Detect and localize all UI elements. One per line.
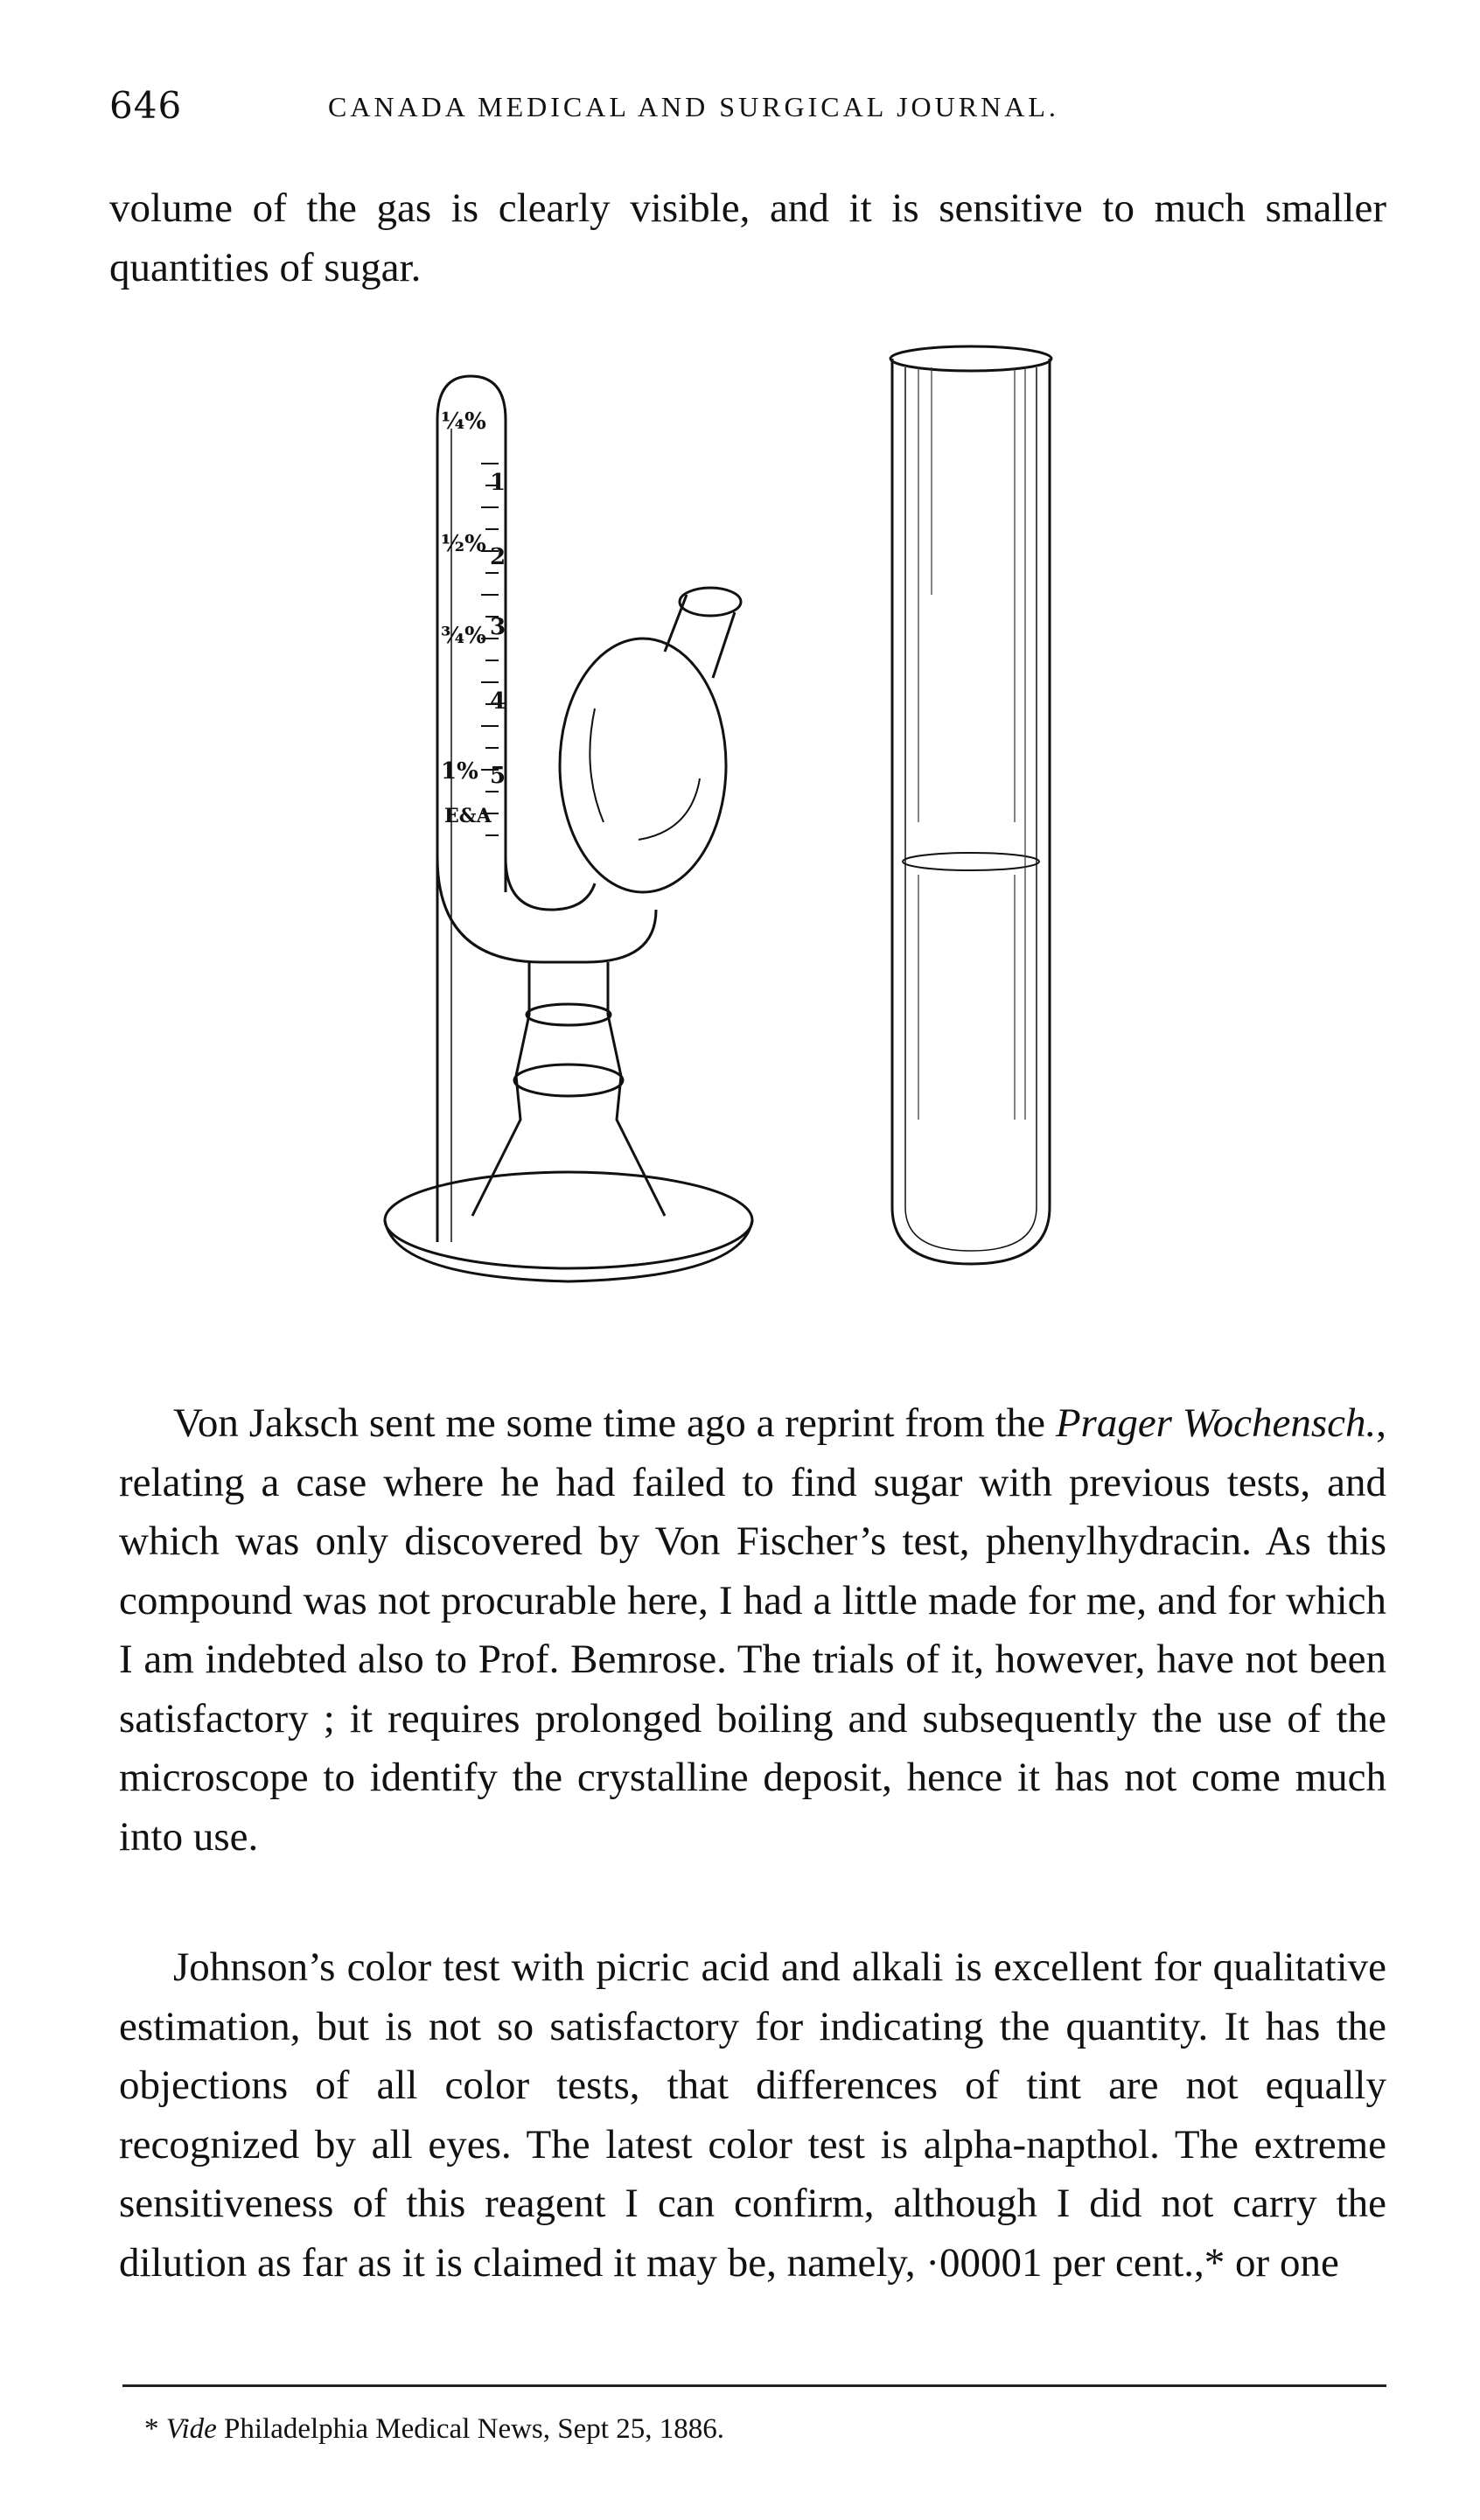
footnote-text: Philadelphia Medical News, Sept 25, 1886. [216,2413,724,2445]
continuation-text: volume of the gas is clearly visible, and it is sensitive to much smaller quantities of sugar. [109,185,1386,290]
footnote [144,2410,724,2448]
paragraph-1-part-b: , relating a case where he had failed to find sugar with previous tests, and which was only discovered by Von Fischer’s test, phenylhydracin. As this compound was not procurable here, I had a little made for me, and for which I am indebted also to Prof. Bemrose. The trials of it, however, have not been satisfactory ; it requires prolonged boiling and subsequently the use of the microscope to identify the crystalline deposit, hence it has not come much into use. [119,1400,1386,1860]
journal-title: CANADA MEDICAL AND SURGICAL JOURNAL. [328,91,1059,122]
paragraph-1-part-a: Von Jaksch sent me some time ago a reprint from the [173,1400,1056,1446]
scale-label: ½% [441,531,486,557]
scale-label: ¾% [441,623,486,649]
scale-label: 1% [441,758,478,785]
paragraph-johnson-text: Johnson’s color test with picric acid and alkali is excellent for qualitative estimation, but is not so satisfactory for indicating the quantity. It has the objections of all color tests, that differences of tint are not equally recognized by all eyes. The latest color test is alpha-napthol. The extreme sensitiveness of this reagent I can confirm, although I did not carry the dilution as far as it is claimed it may be, namely, ·00001 per cent.,* or one [119,1944,1386,2286]
test-tube-shading [918,367,1025,1120]
scale-label: 3 [490,614,506,640]
scale-label: ¼% [441,408,486,435]
scale-label: 4 [490,688,506,715]
scale-label: 5 [490,763,506,789]
stand-base [385,1172,752,1268]
test-tube [890,346,1051,1264]
liquid-level [903,853,1039,870]
scale-label: 1 [490,470,506,496]
paragraph-von-jaksch [119,1394,1386,1867]
running-head [109,84,1386,136]
bulb-neck [665,595,735,678]
stand-stem [472,962,665,1216]
scale-label: E&A [444,805,492,827]
footnote-italic: Vide [165,2413,217,2445]
page-number: 646 [109,84,183,127]
fermentation-saccharometer-illustration [367,332,1190,1356]
paragraph-von-jaksch-text [119,1394,1386,1867]
paragraph-johnson [119,1938,1386,2293]
footnote-marker: * [144,2413,166,2445]
footnote-divider [122,2384,1386,2387]
scale-label: 2 [490,544,506,570]
bulb [560,639,726,892]
continuation-paragraph [109,179,1386,297]
paragraph-1-italic-title: Prager Wochensch. [1055,1400,1377,1446]
